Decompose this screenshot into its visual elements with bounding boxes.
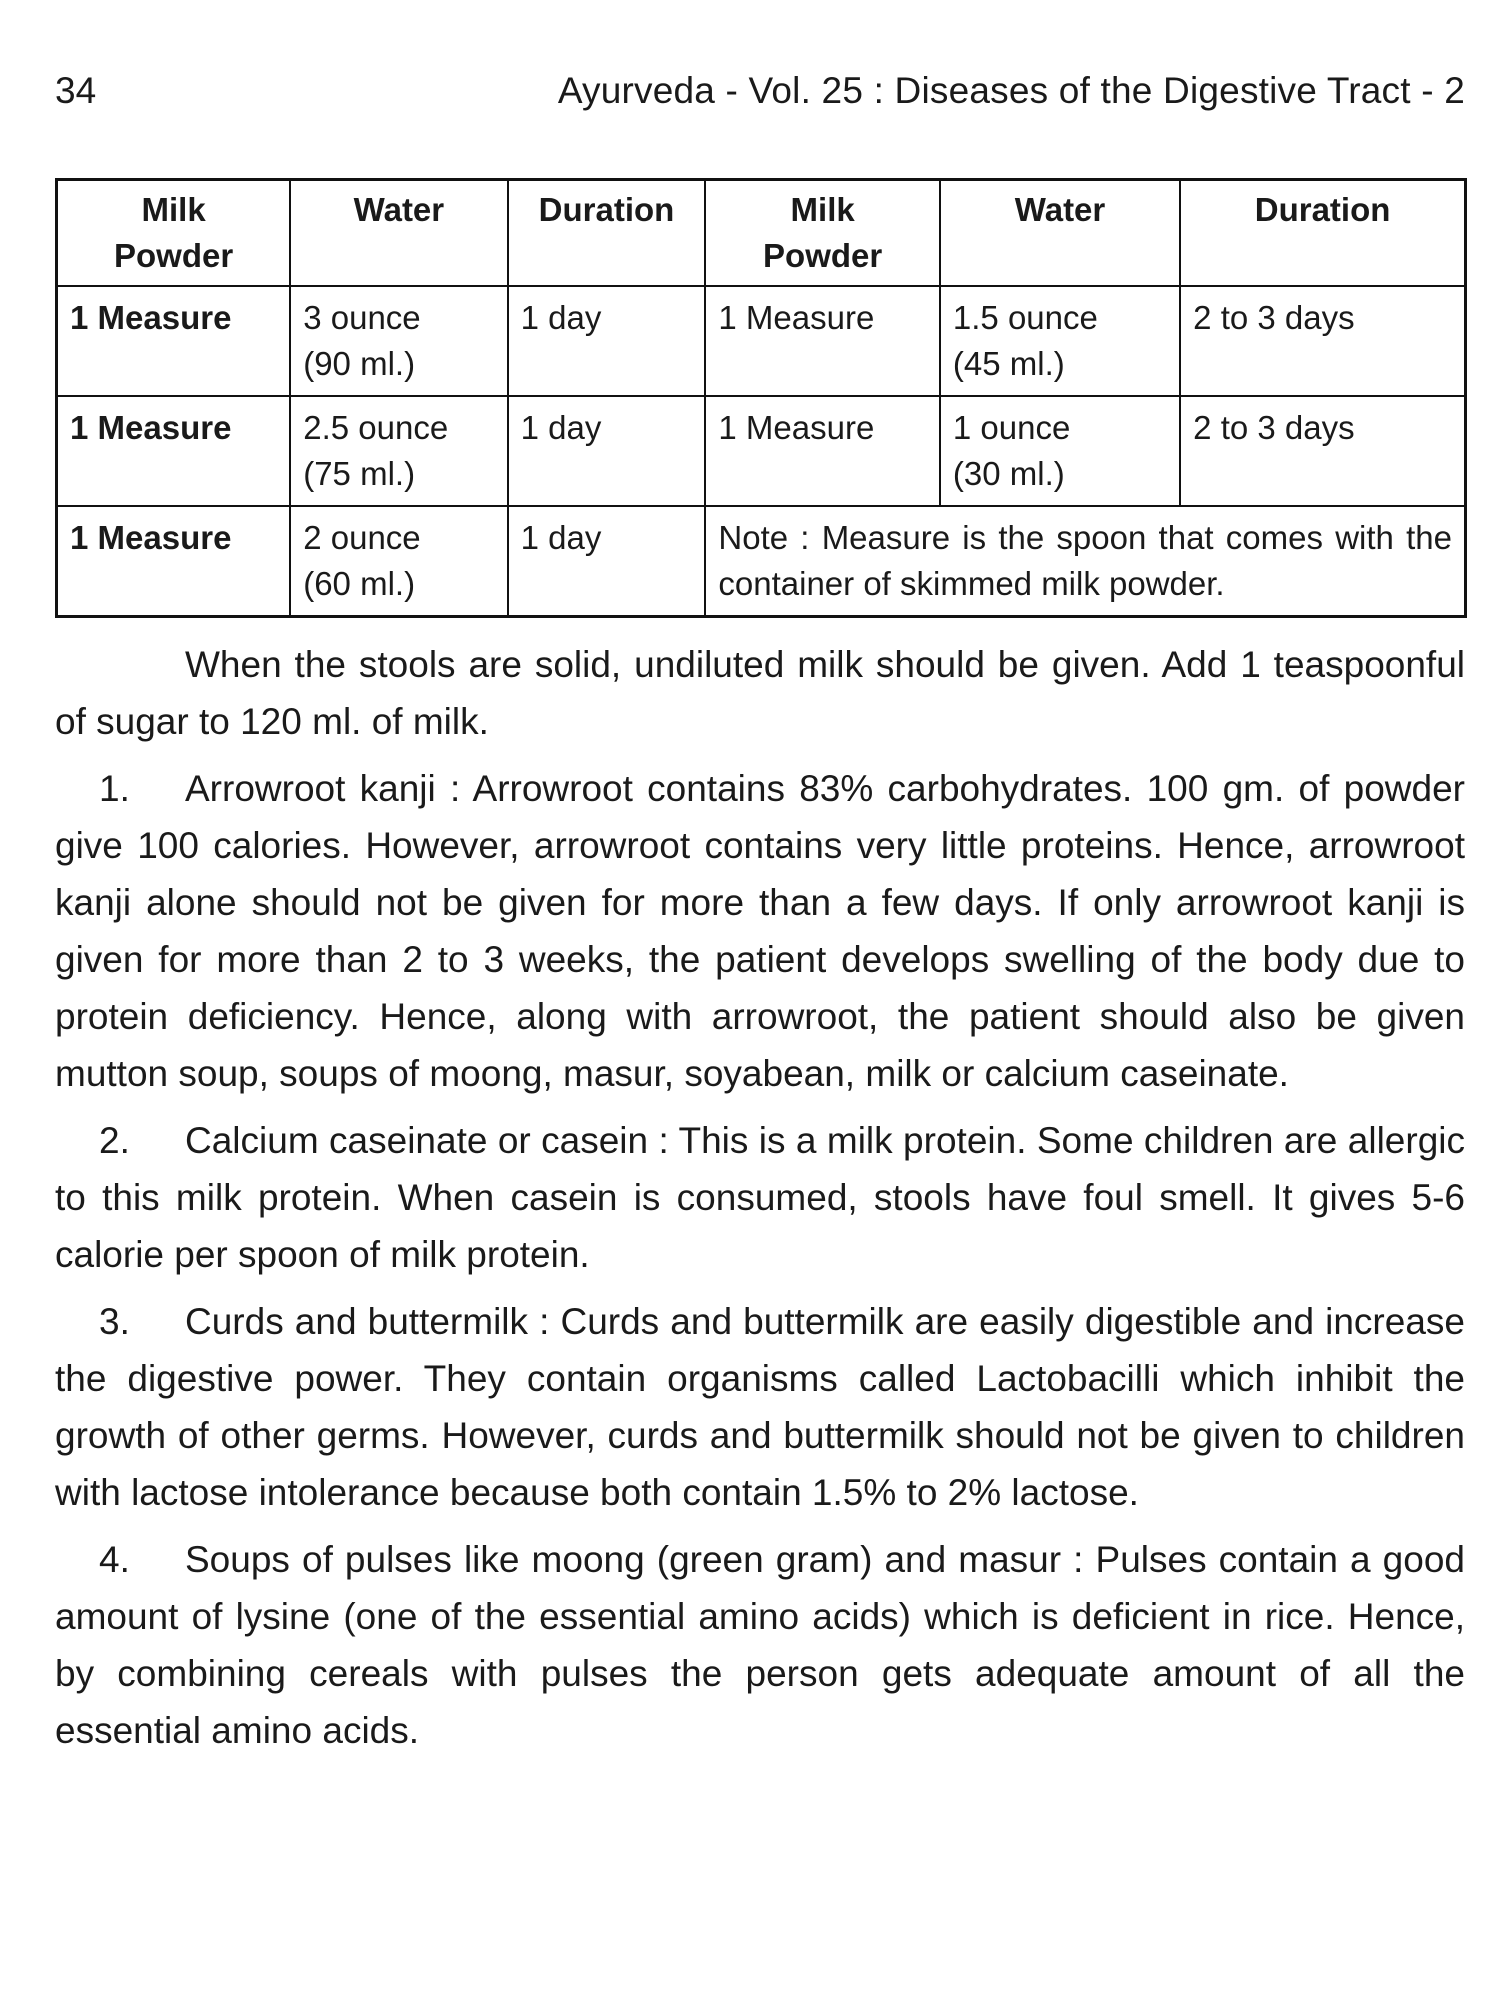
table-note: Note : Measure is the spoon that comes with the container of skimmed milk powder. [705,506,1465,617]
item-number: 1. [99,768,130,809]
cell-measure: 1 Measure [705,396,940,506]
cell-duration: 2 to 3 days [1180,396,1465,506]
item-number: 3. [99,1301,130,1342]
header-milk-powder-left: Milk Powder [57,180,291,287]
page-number: 34 [55,70,97,111]
cell-duration: 1 day [508,286,706,396]
body-text [55,636,1465,1759]
cell-water: 2 ounce (60 ml.) [290,506,507,617]
cell-duration: 1 day [508,396,706,506]
item-number: 4. [99,1539,130,1580]
cell-measure: 1 Measure [57,506,291,617]
item-number: 2. [99,1120,130,1161]
cell-measure: 1 Measure [57,396,291,506]
running-title: Ayurveda - Vol. 25 : Diseases of the Digestive Tract - 2 [557,70,1465,111]
cell-water: 2.5 ounce (75 ml.) [290,396,507,506]
milk-dilution-table [55,178,1467,618]
cell-duration: 2 to 3 days [1180,286,1465,396]
intro-paragraph: When the stools are solid, undiluted milk should be given. Add 1 teaspoonful of sugar to 120 ml. of milk. [55,644,1465,742]
header-water-right: Water [940,180,1180,287]
item-text: Soups of pulses like moong (green gram) and masur : Pulses contain a good amount of lysine (one of the essential amino acids) which is deficient in rice. Hence, by combining cereals with pulses the person gets adequate amount of all the essential amino acids. [55,1539,1465,1751]
list-item-arrowroot [55,760,1465,1102]
table-row [57,396,1466,506]
cell-water: 3 ounce (90 ml.) [290,286,507,396]
header-water-left: Water [290,180,507,287]
header-duration-right: Duration [1180,180,1465,287]
table-row [57,286,1466,396]
cell-measure: 1 Measure [57,286,291,396]
header-duration-left: Duration [508,180,706,287]
cell-measure: 1 Measure [705,286,940,396]
page-header [55,70,1465,130]
table-row [57,506,1466,617]
cell-duration: 1 day [508,506,706,617]
list-item-curds [55,1293,1465,1521]
header-milk-powder-right: Milk Powder [705,180,940,287]
item-text: Arrowroot kanji : Arrowroot contains 83% carbohydrates. 100 gm. of powder give 100 calories. However, arrowroot contains very little proteins. Hence, arrowroot kanji alone should not be given for more than a few days. If only arrowroot kanji is given for more than 2 to 3 weeks, the patient develops swelling of the body due to protein deficiency. Hence, along with arrowroot, the patient should also be given mutton soup, soups of moong, masur, soyabean, milk or calcium caseinate. [55,768,1465,1094]
list-item-casein [55,1112,1465,1283]
table-header-row [57,180,1466,287]
item-text: Calcium caseinate or casein : This is a milk protein. Some children are allergic to this milk protein. When casein is consumed, stools have foul smell. It gives 5-6 calorie per spoon of milk protein. [55,1120,1465,1275]
cell-water: 1 ounce (30 ml.) [940,396,1180,506]
cell-water: 1.5 ounce (45 ml.) [940,286,1180,396]
item-text: Curds and buttermilk : Curds and buttermilk are easily digestible and increase the digestive power. They contain organisms called Lactobacilli which inhibit the growth of other germs. However, curds and buttermilk should not be given to children with lactose intolerance because both contain 1.5% to 2% lactose. [55,1301,1465,1513]
page [55,70,1465,1769]
list-item-pulses [55,1531,1465,1759]
